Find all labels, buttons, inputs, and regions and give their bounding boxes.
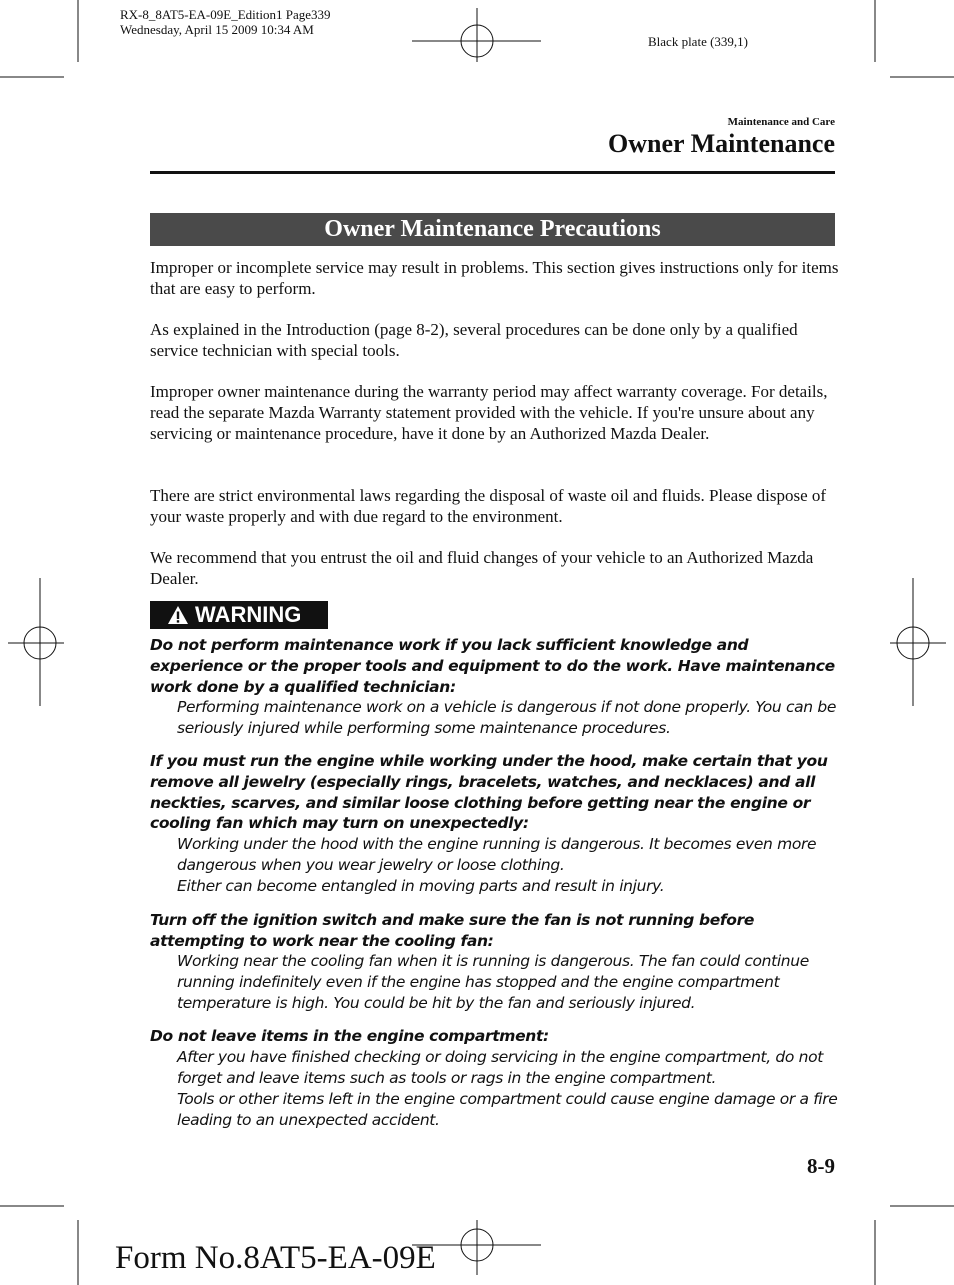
- print-info: [120, 7, 331, 37]
- warning-heading: If you must run the engine while working under the hood, make certain that you remove all jewelry (especially rings, bracelets, watches, and necklaces) and all neckties, scarves, and similar loose clothing before getting near the engine or cooling fan which may turn on unexpectedly:: [150, 752, 828, 833]
- warning-body: Working near the cooling fan when it is running is dangerous. The fan could continue running indefinitely even if the engine has stopped and the engine compartment temperature is high. You could be hit by the fan and seriously injured.: [177, 952, 809, 1012]
- warning-body: After you have finished checking or doing servicing in the engine compartment, do not forget and leave items such as tools or rags in the engine compartment.: [177, 1048, 823, 1087]
- warning-label: [150, 601, 328, 629]
- header-rule: [150, 171, 835, 174]
- paragraph: Improper owner maintenance during the warranty period may affect warranty coverage. For details, read the separate Mazda Warranty statement provided with the vehicle. If you're unsure about any servicing or maintenance procedure, have it done by an Authorized Mazda Dealer.: [150, 382, 828, 443]
- topic-banner: Owner Maintenance Precautions: [150, 213, 835, 246]
- page-number: 8-9: [807, 1154, 835, 1178]
- section-title: Owner Maintenance: [608, 129, 835, 158]
- print-file-line: RX-8_8AT5-EA-09E_Edition1 Page339: [120, 7, 331, 22]
- paragraph: As explained in the Introduction (page 8-2), several procedures can be done only by a qualified service technician with special tools.: [150, 320, 798, 360]
- print-date-line: Wednesday, April 15 2009 10:34 AM: [120, 22, 314, 37]
- chapter-title: Maintenance and Care: [727, 116, 835, 128]
- paragraph: Improper or incomplete service may result in problems. This section gives instructions only for items that are easy to perform.: [150, 258, 839, 298]
- warning-heading: Turn off the ignition switch and make sure the fan is not running before attempting to work near the cooling fan:: [150, 911, 755, 950]
- form-number: Form No.8AT5-EA-09E: [115, 1240, 436, 1276]
- warning-body: Working under the hood with the engine running is dangerous. It becomes even more dangerous when you wear jewelry or loose clothing.: [177, 835, 817, 874]
- paragraph: We recommend that you entrust the oil and fluid changes of your vehicle to an Authorized Mazda Dealer.: [150, 548, 814, 588]
- warning-heading: Do not leave items in the engine compartment:: [150, 1027, 549, 1045]
- warning-body: Tools or other items left in the engine compartment could cause engine damage or a fire leading to an unexpected accident.: [177, 1090, 838, 1129]
- warning-body: Performing maintenance work on a vehicle is dangerous if not done properly. You can be seriously injured while performing some maintenance procedures.: [177, 698, 837, 737]
- warning-heading: Do not perform maintenance work if you lack sufficient knowledge and experience or the proper tools and equipment to do the work. Have maintenance work done by a qualified technician:: [150, 636, 835, 696]
- warning-body: Either can become entangled in moving parts and result in injury.: [177, 877, 665, 895]
- paragraph: There are strict environmental laws regarding the disposal of waste oil and fluids. Please dispose of your waste properly and with due regard to the environment.: [150, 486, 827, 526]
- plate-label: Black plate (339,1): [648, 34, 748, 49]
- warning-text: WARNING: [195, 602, 302, 627]
- warning-triangle-icon: [167, 605, 189, 625]
